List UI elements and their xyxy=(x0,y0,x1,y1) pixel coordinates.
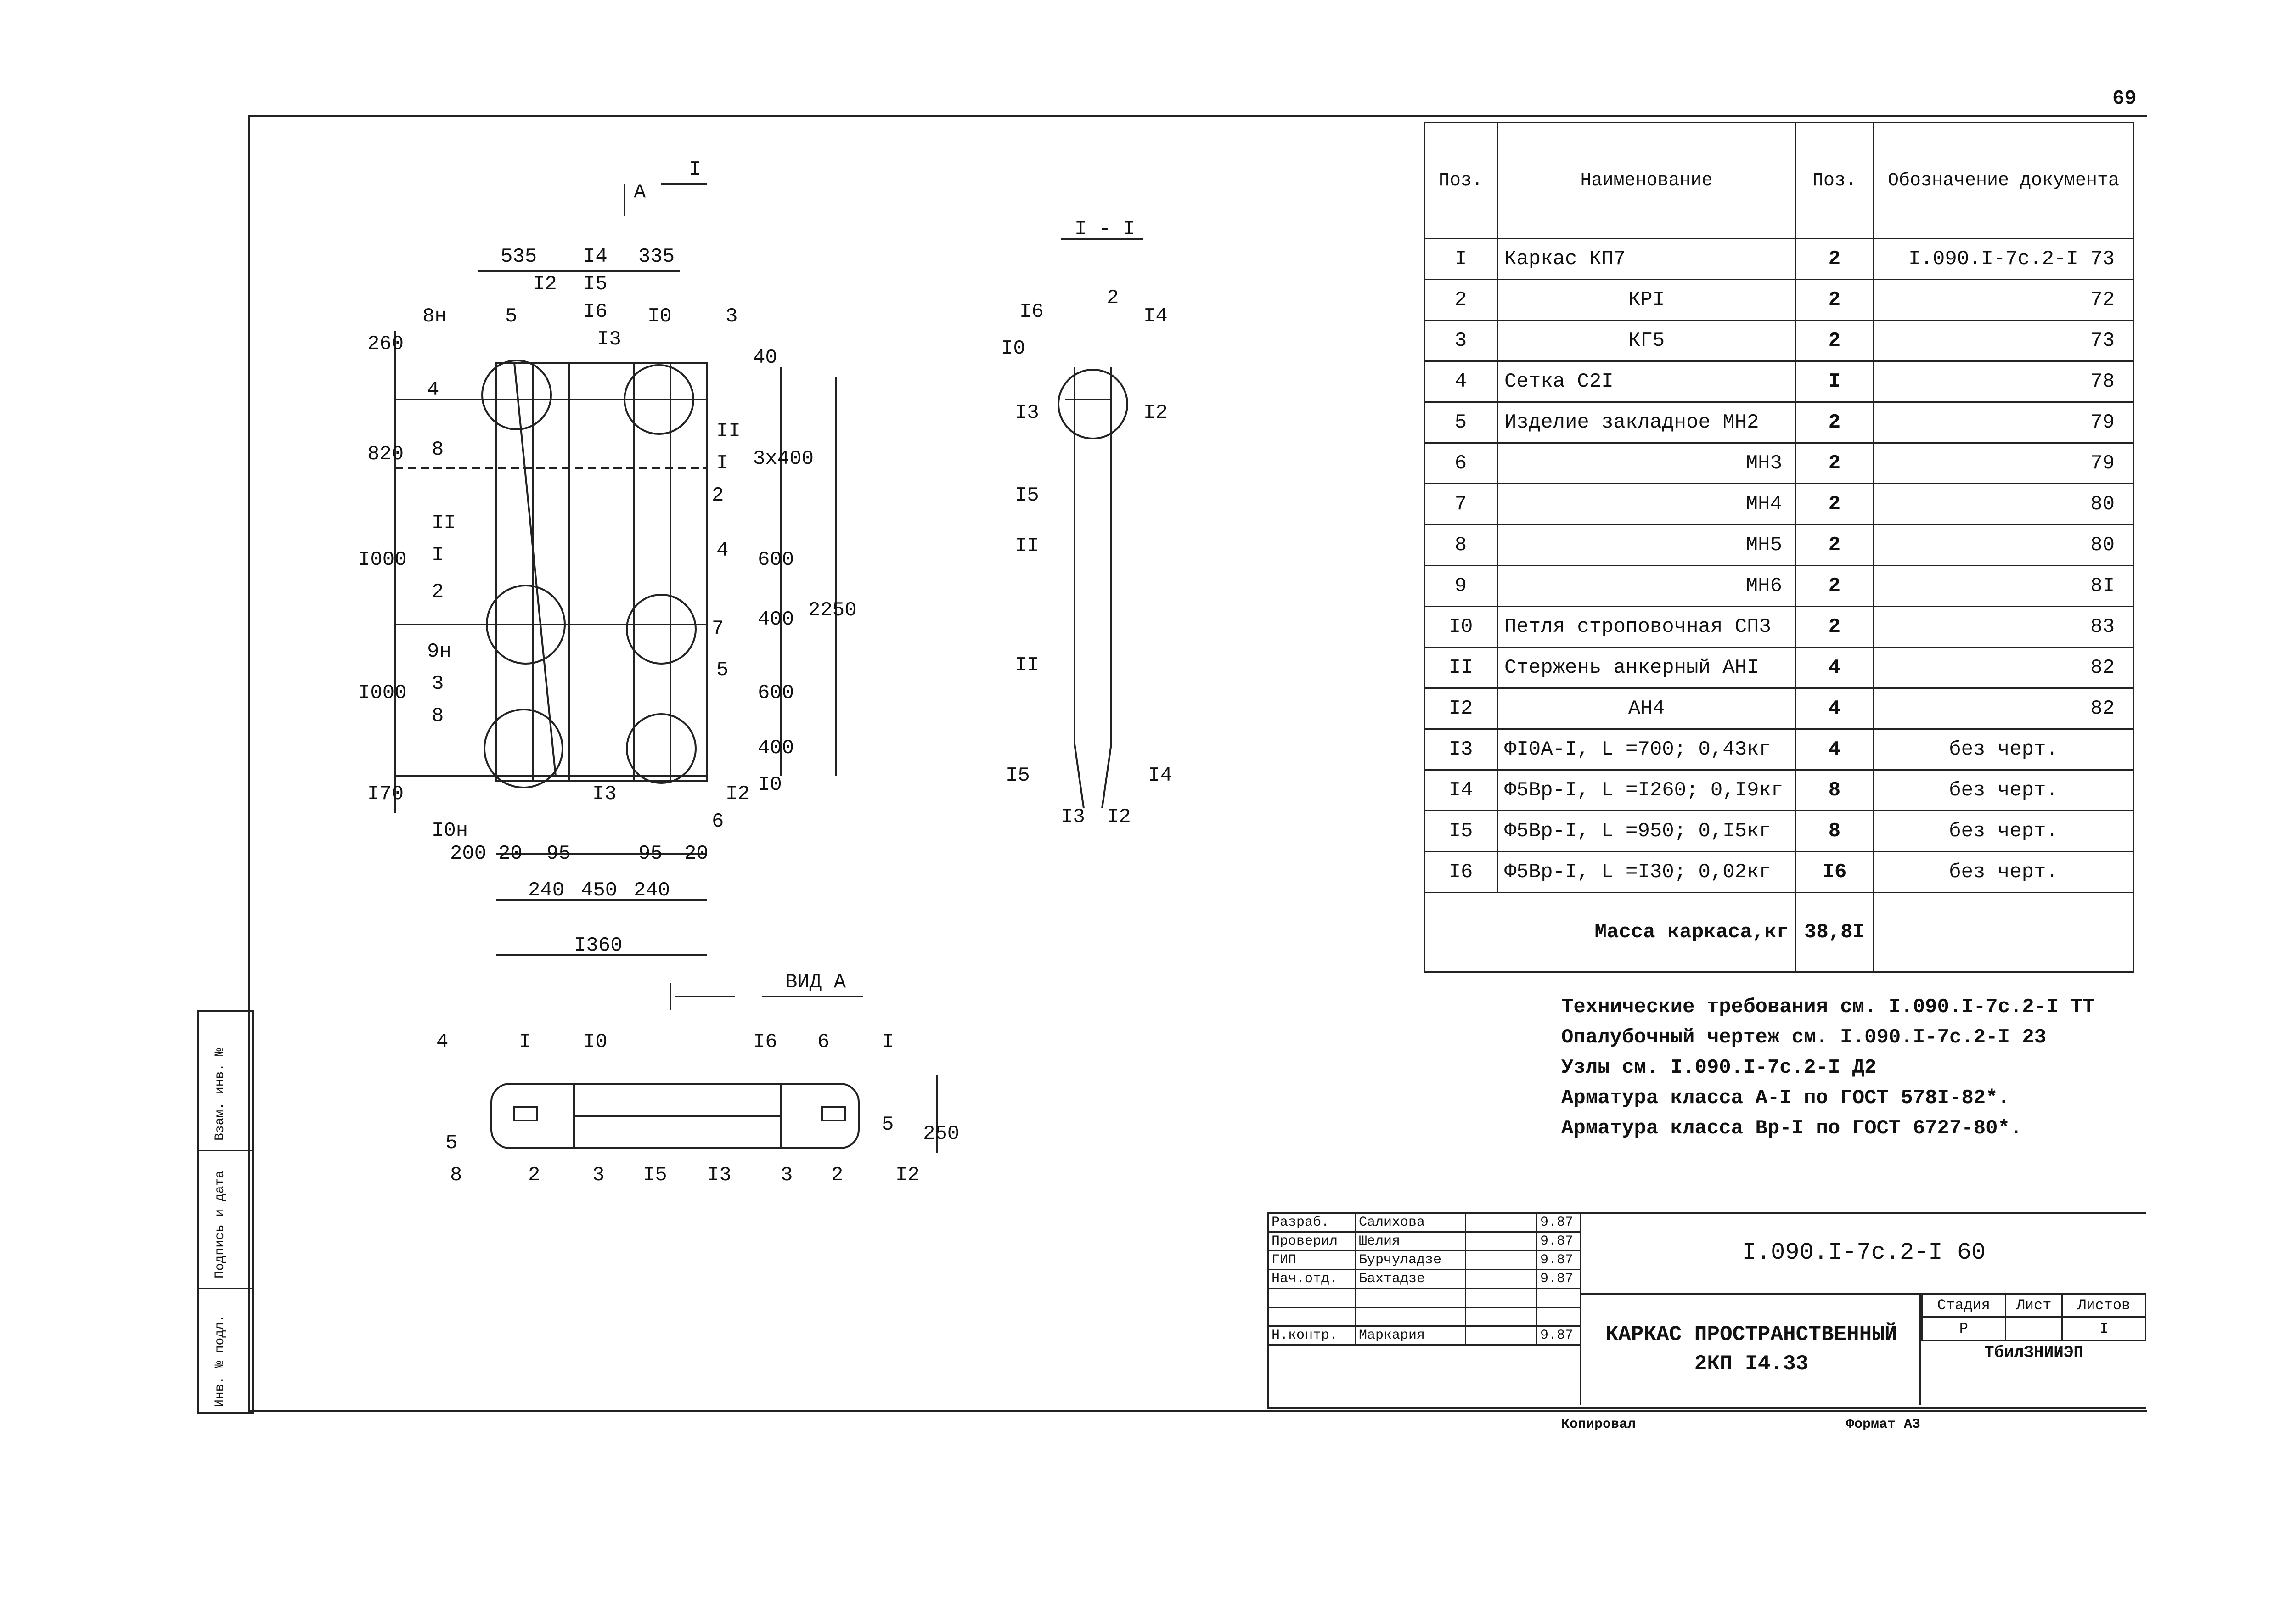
spec-header-qty: Поз. xyxy=(1796,123,1874,239)
table-row xyxy=(1424,361,2134,402)
spec-doc: без черт. xyxy=(1874,770,2134,811)
spec-pos: I6 xyxy=(1424,852,1497,893)
dim-right-2: 3x400 xyxy=(753,447,814,470)
table-row xyxy=(1424,321,2134,361)
spec-name: МН4 xyxy=(1497,484,1796,525)
note-line: Узлы см. I.090.I-7с.2-I Д2 xyxy=(1561,1056,1877,1079)
spec-qty: 4 xyxy=(1796,648,1874,688)
callout-left-1: 8н xyxy=(422,305,447,328)
spec-name: Петля строповочная СП3 xyxy=(1497,607,1796,648)
dim-left-4: I000 xyxy=(358,681,407,704)
table-row xyxy=(1424,607,2134,648)
view-a-dim: 250 xyxy=(923,1122,960,1145)
spec-qty: 2 xyxy=(1796,484,1874,525)
spec-name: МН3 xyxy=(1497,443,1796,484)
sig-role: Проверил xyxy=(1268,1232,1356,1251)
view-a-callout-bottom-9: I2 xyxy=(895,1164,920,1187)
dim-top-3: 335 xyxy=(638,245,675,268)
drawing-title xyxy=(1580,1293,1921,1405)
sig-signature xyxy=(1466,1270,1537,1289)
callout-right-1: 3 xyxy=(726,305,738,328)
spec-doc: 79 xyxy=(1874,402,2134,443)
callout-right-3: I xyxy=(716,452,729,475)
dim-top-4: I2 xyxy=(533,273,557,296)
sig-name: Бурчуладзе xyxy=(1356,1251,1466,1270)
spec-qty: 8 xyxy=(1796,770,1874,811)
spec-pos: 2 xyxy=(1424,280,1497,321)
dim-top-6: I6 xyxy=(583,300,608,323)
sig-signature xyxy=(1466,1289,1537,1307)
spec-qty: 2 xyxy=(1796,239,1874,280)
spec-qty: 2 xyxy=(1796,321,1874,361)
copied-by-label: Копировал xyxy=(1561,1417,1636,1432)
view-a-callout-top-5: 6 xyxy=(817,1031,830,1053)
sheets-header: Листов xyxy=(2062,1294,2146,1317)
section-callout-8: II xyxy=(1015,535,1039,558)
sig-role: ГИП xyxy=(1268,1251,1356,1270)
dim-right-4: 400 xyxy=(758,608,794,631)
dim-left-5: I70 xyxy=(367,783,404,805)
view-a-marker: А xyxy=(634,181,646,204)
view-a-callout-bottom-5: I5 xyxy=(643,1164,667,1187)
spec-doc: 79 xyxy=(1874,443,2134,484)
table-row xyxy=(1424,402,2134,443)
table-row xyxy=(1424,648,2134,688)
drawing-title-line2: 2КП I4.33 xyxy=(1694,1352,1809,1376)
view-a-callout-top-2: I xyxy=(519,1031,531,1053)
spec-header-pos: Поз. xyxy=(1424,123,1497,239)
spec-pos: I0 xyxy=(1424,607,1497,648)
view-a-callout-bottom-7: 3 xyxy=(781,1164,793,1187)
view-a-callout-bottom-6: I3 xyxy=(707,1164,732,1187)
sig-name xyxy=(1356,1307,1466,1326)
sheet-header: Лист xyxy=(2005,1294,2062,1317)
callout-right-5: 4 xyxy=(716,539,729,562)
side-divider xyxy=(199,1150,252,1151)
note-line: Опалубочный чертеж см. I.090.I-7с.2-I 23 xyxy=(1561,1026,2047,1049)
section-callout-10: I5 xyxy=(1006,764,1030,787)
sig-date: 9.87 xyxy=(1537,1326,1581,1345)
note-line: Арматура класса Вр-I по ГОСТ 6727-80*. xyxy=(1561,1117,2022,1140)
spec-pos: 3 xyxy=(1424,321,1497,361)
stage-value: Р xyxy=(1922,1317,2006,1340)
signature-row xyxy=(1268,1251,1581,1270)
sig-name: Шелия xyxy=(1356,1232,1466,1251)
table-row xyxy=(1424,811,2134,852)
section-marker: I xyxy=(689,158,701,181)
dim-bottom-8: 240 xyxy=(634,879,670,902)
spec-name: Ф5Вр-I, L =I30; 0,02кг xyxy=(1497,852,1796,893)
dim-bottom-5: 20 xyxy=(684,842,709,865)
signature-row xyxy=(1268,1270,1581,1289)
sig-role xyxy=(1268,1307,1356,1326)
sig-signature xyxy=(1466,1213,1537,1232)
spec-pos: 4 xyxy=(1424,361,1497,402)
stage-table xyxy=(1921,1293,2146,1341)
format-label: Формат А3 xyxy=(1846,1417,1921,1432)
spec-doc: 83 xyxy=(1874,607,2134,648)
callout-left-5: II xyxy=(432,512,456,535)
spec-header-doc: Обозначение документа xyxy=(1874,123,2134,239)
callout-right-10: I3 xyxy=(592,783,617,805)
table-row xyxy=(1424,688,2134,729)
section-callout-1: I6 xyxy=(1019,300,1044,323)
dim-right-1: 40 xyxy=(753,346,777,369)
side-label-inventory: Инв. № подл. xyxy=(213,1314,227,1407)
spec-name: Стержень анкерный АНI xyxy=(1497,648,1796,688)
signature-row xyxy=(1268,1232,1581,1251)
sig-signature xyxy=(1466,1232,1537,1251)
note-line: Арматура класса А-I по ГОСТ 578I-82*. xyxy=(1561,1087,2010,1109)
section-callout-6: I2 xyxy=(1143,401,1168,424)
dim-bottom-9: I360 xyxy=(574,934,623,957)
side-label-replace: Взам. инв. № xyxy=(213,1048,227,1141)
sig-role: Разраб. xyxy=(1268,1213,1356,1232)
section-callout-3: I4 xyxy=(1143,305,1168,328)
callout-left-6: I xyxy=(432,544,444,567)
callout-left-4: 8 xyxy=(432,438,444,461)
spec-name: КГ5 xyxy=(1497,321,1796,361)
callout-left-3: 4 xyxy=(427,378,439,401)
spec-pos: 8 xyxy=(1424,525,1497,566)
spec-doc: 82 xyxy=(1874,648,2134,688)
spec-doc: без черт. xyxy=(1874,729,2134,770)
spec-name: КРI xyxy=(1497,280,1796,321)
sig-date xyxy=(1537,1307,1581,1326)
spec-doc: 80 xyxy=(1874,484,2134,525)
dim-right-5: 600 xyxy=(758,681,794,704)
spec-doc: I.090.I-7с.2-I 73 xyxy=(1874,239,2134,280)
dim-left-3: I000 xyxy=(358,548,407,571)
spec-name: АН4 xyxy=(1497,688,1796,729)
view-a-callout-bottom-4: 3 xyxy=(592,1164,605,1187)
side-label-signature: Подпись и дата xyxy=(213,1170,227,1278)
section-callout-13: I2 xyxy=(1107,805,1131,828)
view-a-callout-bottom-3: 2 xyxy=(528,1164,540,1187)
table-row xyxy=(1424,770,2134,811)
callout-right-4: 2 xyxy=(712,484,724,507)
spec-total-label: Масса каркаса,кг xyxy=(1424,893,1796,972)
note-line: Технические требования см. I.090.I-7с.2-I ТТ xyxy=(1561,996,2095,1019)
view-a-callout-bottom-2: 8 xyxy=(450,1164,462,1187)
document-code: I.090.I-7с.2-I 60 xyxy=(1580,1212,2146,1295)
callout-right-6: 7 xyxy=(712,617,724,640)
sig-role: Н.контр. xyxy=(1268,1326,1356,1345)
spec-doc: без черт. xyxy=(1874,811,2134,852)
callout-right-8: I2 xyxy=(726,783,750,805)
dim-right-6: 400 xyxy=(758,737,794,760)
callout-left-7: 2 xyxy=(432,580,444,603)
dim-right-8: 2250 xyxy=(808,599,857,622)
dim-top-7: I3 xyxy=(597,328,621,351)
spec-name: МН6 xyxy=(1497,566,1796,607)
spec-qty: 8 xyxy=(1796,811,1874,852)
dim-left-1: 260 xyxy=(367,332,404,355)
dim-top-1: 535 xyxy=(501,245,537,268)
drawing-title-line1: КАРКАС ПРОСТРАНСТВЕННЫЙ xyxy=(1605,1322,1897,1346)
organization: ТбилЗНИИЭП xyxy=(1984,1343,2084,1362)
section-title: I - I xyxy=(1075,218,1136,241)
spec-doc: 78 xyxy=(1874,361,2134,402)
spec-doc: без черт. xyxy=(1874,852,2134,893)
spec-pos: I2 xyxy=(1424,688,1497,729)
view-a-callout-top-4: I6 xyxy=(753,1031,777,1053)
spec-pos: I4 xyxy=(1424,770,1497,811)
signature-row xyxy=(1268,1213,1581,1232)
section-callout-12: I3 xyxy=(1061,805,1085,828)
spec-name: ФI0А-I, L =700; 0,43кг xyxy=(1497,729,1796,770)
signature-row xyxy=(1268,1289,1581,1307)
spec-name: Каркас КП7 xyxy=(1497,239,1796,280)
signature-row xyxy=(1268,1307,1581,1326)
spec-table xyxy=(1424,122,2134,973)
signature-row xyxy=(1268,1326,1581,1345)
callout-right-9: 6 xyxy=(712,810,724,833)
spec-pos: I3 xyxy=(1424,729,1497,770)
spec-name: Ф5Вр-I, L =950; 0,I5кг xyxy=(1497,811,1796,852)
spec-qty: 4 xyxy=(1796,688,1874,729)
dim-right-3: 600 xyxy=(758,548,794,571)
view-a-callout-top-6: I xyxy=(882,1031,894,1053)
view-a-callout-top-1: 4 xyxy=(436,1031,449,1053)
spec-pos: I5 xyxy=(1424,811,1497,852)
spec-qty: 4 xyxy=(1796,729,1874,770)
sig-signature xyxy=(1466,1326,1537,1345)
spec-name: Ф5Вр-I, L =I260; 0,I9кг xyxy=(1497,770,1796,811)
table-row xyxy=(1424,484,2134,525)
view-a-callout-bottom-10: 5 xyxy=(882,1113,894,1136)
sheet-number: 69 xyxy=(2112,87,2137,110)
callout-left-9: 3 xyxy=(432,672,444,695)
sig-signature xyxy=(1466,1251,1537,1270)
sig-date: 9.87 xyxy=(1537,1232,1581,1251)
spec-doc: 8I xyxy=(1874,566,2134,607)
table-row xyxy=(1424,443,2134,484)
callout-left-8: 9н xyxy=(427,640,451,663)
callout-left-2: 5 xyxy=(505,305,518,328)
stage-header: Стадия xyxy=(1922,1294,2006,1317)
callout-right-7: 5 xyxy=(716,659,729,681)
section-callout-9: II xyxy=(1015,654,1039,677)
spec-pos: 5 xyxy=(1424,402,1497,443)
view-a-title: ВИД А xyxy=(785,971,846,994)
table-row xyxy=(1424,280,2134,321)
dim-top-8: I0 xyxy=(647,305,672,328)
spec-doc: 73 xyxy=(1874,321,2134,361)
sig-name: Маркария xyxy=(1356,1326,1466,1345)
spec-qty: I xyxy=(1796,361,1874,402)
table-row xyxy=(1424,852,2134,893)
view-a-callout-bottom-8: 2 xyxy=(831,1164,844,1187)
spec-header-row xyxy=(1424,123,2134,239)
dim-bottom-6: 240 xyxy=(528,879,565,902)
dim-left-2: 820 xyxy=(367,443,404,466)
spec-qty: 2 xyxy=(1796,443,1874,484)
dim-top-5: I5 xyxy=(583,273,608,296)
view-a-callout-top-3: I0 xyxy=(583,1031,608,1053)
section-callout-7: I5 xyxy=(1015,484,1039,507)
spec-pos: 7 xyxy=(1424,484,1497,525)
sig-name: Бахтадзе xyxy=(1356,1270,1466,1289)
spec-qty: 2 xyxy=(1796,525,1874,566)
spec-doc: 82 xyxy=(1874,688,2134,729)
sig-name: Салихова xyxy=(1356,1213,1466,1232)
spec-name: Сетка С2I xyxy=(1497,361,1796,402)
side-stamp xyxy=(197,1010,254,1414)
spec-qty: I6 xyxy=(1796,852,1874,893)
dim-bottom-4: 95 xyxy=(638,842,663,865)
spec-total-value: 38,8I xyxy=(1796,893,1874,972)
technical-notes xyxy=(1561,992,2095,1143)
view-a-callout-bottom-1: 5 xyxy=(445,1132,458,1154)
table-row xyxy=(1424,729,2134,770)
spec-qty: 2 xyxy=(1796,402,1874,443)
sig-date: 9.87 xyxy=(1537,1270,1581,1289)
spec-pos: 9 xyxy=(1424,566,1497,607)
sheet-value xyxy=(2005,1317,2062,1340)
dim-bottom-7: 450 xyxy=(581,879,618,902)
dim-bottom-3: 95 xyxy=(546,842,571,865)
callout-left-10: 8 xyxy=(432,704,444,727)
callout-left-11: I0н xyxy=(432,819,468,842)
spec-header-name: Наименование xyxy=(1497,123,1796,239)
table-row xyxy=(1424,566,2134,607)
section-callout-4: I0 xyxy=(1001,337,1025,360)
sig-date: 9.87 xyxy=(1537,1251,1581,1270)
section-callout-11: I4 xyxy=(1148,764,1172,787)
sig-name xyxy=(1356,1289,1466,1307)
sig-role xyxy=(1268,1289,1356,1307)
spec-qty: 2 xyxy=(1796,607,1874,648)
table-row xyxy=(1424,239,2134,280)
dim-bottom-2: 20 xyxy=(498,842,523,865)
spec-qty: 2 xyxy=(1796,566,1874,607)
sheets-value: I xyxy=(2062,1317,2146,1340)
spec-name: МН5 xyxy=(1497,525,1796,566)
spec-pos: I xyxy=(1424,239,1497,280)
spec-pos: II xyxy=(1424,648,1497,688)
stage-block xyxy=(1919,1293,2146,1405)
section-callout-2: 2 xyxy=(1107,287,1119,310)
section-callout-5: I3 xyxy=(1015,401,1039,424)
table-row xyxy=(1424,525,2134,566)
spec-doc: 80 xyxy=(1874,525,2134,566)
spec-doc: 72 xyxy=(1874,280,2134,321)
dim-right-7: I0 xyxy=(758,773,782,796)
spec-total-row xyxy=(1424,893,2134,972)
sig-signature xyxy=(1466,1307,1537,1326)
sig-role: Нач.отд. xyxy=(1268,1270,1356,1289)
callout-right-2: II xyxy=(716,420,741,443)
spec-qty: 2 xyxy=(1796,280,1874,321)
title-block-signatures xyxy=(1267,1212,1581,1346)
dim-bottom-1: 200 xyxy=(450,842,487,865)
sig-date xyxy=(1537,1289,1581,1307)
spec-name: Изделие закладное МН2 xyxy=(1497,402,1796,443)
side-divider xyxy=(199,1288,252,1289)
spec-pos: 6 xyxy=(1424,443,1497,484)
sig-date: 9.87 xyxy=(1537,1213,1581,1232)
dim-top-2: I4 xyxy=(583,245,608,268)
spec-total-empty xyxy=(1874,893,2134,972)
